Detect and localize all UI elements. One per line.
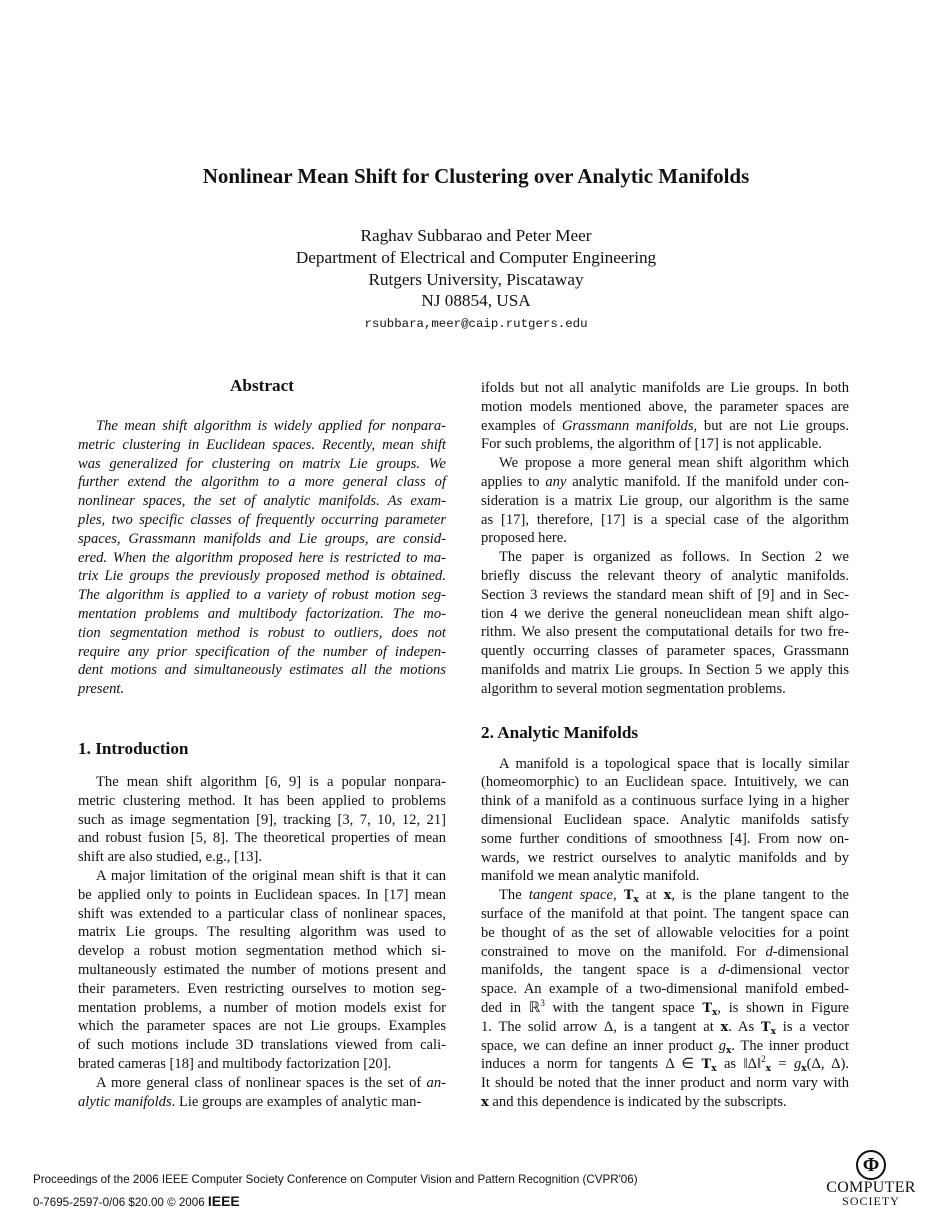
text-line bbox=[481, 961, 849, 980]
computer-society-logo bbox=[822, 1150, 920, 1207]
text-segment: . Lie groups are examples of analytic man- bbox=[171, 1093, 422, 1110]
text-line: briefly discuss the relevant theory of analytic manifolds. bbox=[481, 567, 849, 584]
text-line: quently occurring classes of parameter spaces, Grassmann bbox=[481, 643, 849, 660]
text-line: was generalized for clustering on matrix Lie groups. We bbox=[78, 455, 446, 472]
text-line: sideration is a matrix Lie group, our algorithm is the same bbox=[481, 492, 849, 509]
math-symbol: x bbox=[770, 1026, 776, 1037]
emphasis: tangent space bbox=[528, 887, 613, 904]
text-line: shift are also studied, e.g., [13]. bbox=[78, 849, 262, 866]
text-line: ered. When the algorithm proposed here is restricted to ma- bbox=[78, 549, 446, 566]
text-line: develop a robust motion segmentation method which si- bbox=[78, 943, 446, 960]
text-line: It should be noted that the inner product and norm vary with bbox=[481, 1075, 849, 1092]
text-line bbox=[78, 1074, 446, 1093]
paragraph bbox=[481, 379, 849, 454]
introduction-body bbox=[78, 773, 446, 1111]
text-line: of such motions include 3D translations viewed from cali- bbox=[78, 1037, 446, 1054]
text-line: algorithm to several motion segmentation problems. bbox=[481, 680, 786, 697]
text-line: metric clustering in Euclidean spaces. Recently, mean shift bbox=[78, 436, 446, 453]
text-segment: and this dependence is indicated by the subscripts. bbox=[488, 1093, 787, 1110]
text-segment: is a vector bbox=[775, 1018, 849, 1035]
text-line: The mean shift algorithm [6, 9] is a popular nonpara- bbox=[96, 773, 446, 790]
section2-heading: 2. Analytic Manifolds bbox=[481, 722, 639, 742]
emphasis: alytic manifolds bbox=[78, 1093, 172, 1110]
footer-isbn-text: 0-7695-2597-0/06 $20.00 © 2006 bbox=[33, 1196, 208, 1209]
abstract-body bbox=[78, 417, 446, 699]
math-symbol: x bbox=[712, 1007, 718, 1018]
text-line: shift was extended to a particular class of nonlinear spaces, bbox=[78, 905, 446, 922]
text-segment: . As bbox=[728, 1018, 761, 1035]
author-address: NJ 08854, USA bbox=[421, 291, 531, 310]
text-line: manifold we mean analytic manifold. bbox=[481, 868, 700, 885]
text-line bbox=[78, 1093, 446, 1112]
text-line: The algorithm is applied to a variety of robust motion seg- bbox=[78, 587, 446, 604]
emphasis: Grassmann manifolds bbox=[561, 417, 694, 434]
paragraph bbox=[78, 773, 446, 867]
text-line bbox=[481, 1093, 849, 1112]
text-line bbox=[481, 473, 849, 492]
logo-line2: SOCIETY bbox=[842, 1194, 900, 1208]
math-symbol: x bbox=[801, 1064, 807, 1075]
text-segment: applies to bbox=[481, 473, 546, 490]
text-line: present. bbox=[78, 681, 125, 698]
text-line: which the parameter spaces are not Lie groups. Examples bbox=[78, 1018, 446, 1035]
text-line: surface of the manifold at that point. The tangent space can bbox=[481, 905, 849, 922]
text-line: trix Lie groups the previously proposed method is obtained. bbox=[78, 568, 446, 585]
text-line: such as image segmentation [9], tracking [3, 7, 10, 12, 21] bbox=[78, 811, 446, 828]
text-segment: -dimensional vector bbox=[725, 962, 849, 979]
text-line: We propose a more general mean shift algorithm which bbox=[499, 455, 849, 472]
text-line: and robust fusion [5, 8]. The theoretical properties of mean bbox=[78, 830, 446, 847]
text-line: For such problems, the algorithm of [17] is not applicable. bbox=[481, 436, 822, 453]
text-line: tion segmentation method is robust to outliers, does not bbox=[78, 624, 446, 641]
math-symbol: x bbox=[720, 1019, 729, 1035]
text-line bbox=[481, 1018, 849, 1037]
math-symbol: T bbox=[623, 888, 634, 904]
text-segment: manifolds, the tangent space is a bbox=[481, 962, 719, 979]
author-email: rsubbara,meer@caip.rutgers.edu bbox=[364, 317, 588, 331]
text-line: (homeomorphic) to an Euclidean space. Intuitively, we can bbox=[481, 774, 849, 791]
text-line: be thought of as the set of allowable velocities for a point bbox=[481, 924, 849, 941]
text-line: The paper is organized as follows. In Section 2 we bbox=[499, 549, 849, 566]
text-line: space. An example of a two-dimensional manifold embed- bbox=[481, 981, 849, 998]
math-symbol: x bbox=[711, 1064, 717, 1075]
text-line: The mean shift algorithm is widely applied for nonpara- bbox=[96, 418, 446, 434]
math-symbol: 2 bbox=[761, 1054, 766, 1065]
text-segment: constrained to move on the manifold. For bbox=[481, 943, 766, 960]
paragraph bbox=[481, 755, 849, 887]
text-line: some further conditions of smoothness [4]. From now on- bbox=[481, 830, 849, 847]
text-line: their parameters. Even restricting ourselves to motion seg- bbox=[78, 980, 446, 997]
text-line: ifolds but not all analytic manifolds are Lie groups. In both bbox=[481, 380, 849, 396]
math-symbol: x bbox=[633, 895, 639, 906]
text-line: dimensional Euclidean space. Analytic manifolds satisfy bbox=[481, 811, 849, 828]
text-line: dent motions and simultaneously estimates all the motions bbox=[78, 662, 446, 679]
text-segment: 1. The solid arrow Δ, is a tangent at bbox=[481, 1018, 721, 1035]
math-symbol: x bbox=[765, 1064, 771, 1075]
text-line: manifolds and matrix Lie groups. In Section 5 we apply this bbox=[481, 661, 849, 678]
text-line: proposed here. bbox=[481, 530, 567, 547]
abstract-heading: Abstract bbox=[230, 376, 294, 395]
paragraph bbox=[481, 454, 849, 548]
emphasis: g bbox=[793, 1056, 802, 1073]
section2-body bbox=[481, 755, 849, 1112]
text-segment: A more general class of nonlinear spaces is the set of bbox=[96, 1074, 427, 1091]
text-segment: The bbox=[499, 887, 529, 904]
math-symbol: T bbox=[701, 1057, 712, 1073]
text-line: require any prior specification of the number of indepen- bbox=[78, 643, 446, 660]
emphasis: g bbox=[718, 1037, 727, 1054]
math-symbol: x bbox=[481, 1094, 489, 1110]
text-segment: = bbox=[770, 1056, 794, 1073]
text-segment: . The inner product bbox=[731, 1037, 849, 1054]
text-segment: , but are not Lie groups. bbox=[693, 417, 849, 434]
text-segment: examples of bbox=[481, 417, 562, 434]
math-symbol: x bbox=[726, 1045, 732, 1056]
text-line: mentation problems and multibody factorization. The mo- bbox=[78, 605, 446, 622]
text-line: spaces, Grassmann manifolds and Lie groups, are consid- bbox=[78, 530, 446, 547]
math-symbol: T bbox=[702, 1000, 712, 1016]
introduction-continued bbox=[481, 379, 849, 699]
text-segment: , bbox=[612, 887, 624, 904]
text-line bbox=[481, 886, 849, 905]
emphasis: d bbox=[765, 943, 773, 960]
text-line bbox=[481, 999, 849, 1018]
math-symbol: 3 bbox=[540, 997, 545, 1008]
text-line: motion models mentioned above, the parameter spaces are bbox=[481, 398, 849, 415]
text-segment: space, we can define an inner product bbox=[481, 1037, 719, 1054]
text-line: as [17], therefore, [17] is a special case of the algorithm bbox=[481, 511, 849, 528]
text-line bbox=[481, 417, 849, 436]
text-line: nonlinear spaces, the set of analytic manifolds. As exam- bbox=[78, 493, 446, 510]
text-line bbox=[481, 1055, 849, 1074]
emphasis: any bbox=[545, 473, 567, 490]
paragraph bbox=[78, 1074, 446, 1112]
text-segment: as ‖Δ‖ bbox=[716, 1056, 762, 1073]
footer-isbn bbox=[33, 1193, 240, 1209]
text-line: tion 4 we derive the general noneuclidean mean shift algo- bbox=[481, 605, 849, 622]
footer-proceedings: Proceedings of the 2006 IEEE Computer Society Conference on Computer Vision and Pattern Recognition (CVPR'06) bbox=[33, 1173, 638, 1186]
text-segment: , is the plane tangent to the bbox=[671, 887, 849, 904]
text-line: think of a manifold as a continuous surface lying in a higher bbox=[481, 793, 849, 810]
text-line: metric clustering method. It has been applied to problems bbox=[78, 792, 446, 809]
paragraph bbox=[78, 417, 446, 699]
text-line: mentation problems, a number of motion models exist for bbox=[78, 999, 446, 1016]
ieee-logo-text: IEEE bbox=[207, 1193, 240, 1209]
text-segment: with the tangent space bbox=[544, 999, 703, 1016]
text-line: matrix Lie groups. The resulting algorithm was used to bbox=[78, 924, 446, 941]
text-segment: ded in ℝ bbox=[481, 999, 541, 1016]
logo-line1: COMPUTER bbox=[826, 1179, 916, 1196]
left-column bbox=[78, 376, 446, 1111]
author-names: Raghav Subbarao and Peter Meer bbox=[360, 226, 592, 245]
text-line: multaneously estimated the number of motions present and bbox=[78, 961, 446, 978]
emphasis: d bbox=[718, 962, 726, 979]
text-line: A major limitation of the original mean shift is that it can bbox=[96, 867, 446, 884]
text-segment: (Δ, Δ). bbox=[806, 1056, 849, 1073]
text-line: be applied only to points in Euclidean spaces. In [17] mean bbox=[78, 886, 446, 903]
right-column bbox=[481, 379, 849, 1112]
text-line: Section 3 reviews the standard mean shift of [9] and in Sec- bbox=[481, 586, 849, 603]
math-symbol: x bbox=[663, 888, 672, 904]
text-line: rithm. We also present the computational details for two fre- bbox=[481, 624, 849, 641]
paragraph bbox=[481, 548, 849, 698]
text-segment: at bbox=[638, 887, 664, 904]
math-symbol: T bbox=[760, 1019, 771, 1035]
text-line: further extend the algorithm to a more general class of bbox=[78, 474, 446, 491]
paper-title: Nonlinear Mean Shift for Clustering over Analytic Manifolds bbox=[202, 164, 750, 188]
phi-icon: Φ bbox=[856, 1150, 886, 1180]
text-line bbox=[481, 943, 849, 962]
text-line: ples, two specific classes of frequently occurring parameter bbox=[78, 511, 446, 528]
text-line: brated cameras [18] and multibody factorization [20]. bbox=[78, 1055, 392, 1072]
paragraph bbox=[78, 867, 446, 1074]
text-line: A manifold is a topological space that is locally similar bbox=[499, 755, 849, 772]
paragraph bbox=[481, 886, 849, 1112]
author-department: Department of Electrical and Computer Engineering bbox=[295, 248, 657, 267]
text-segment: analytic manifold. If the manifold under con- bbox=[566, 473, 849, 490]
text-line: wards, we restrict ourselves to analytic manifolds and by bbox=[481, 849, 849, 866]
text-line bbox=[481, 1037, 849, 1056]
introduction-heading: 1. Introduction bbox=[78, 738, 189, 758]
author-university: Rutgers University, Piscataway bbox=[368, 270, 584, 289]
text-segment: induces a norm for tangents Δ ∈ bbox=[481, 1056, 702, 1073]
text-segment: , is shown in Figure bbox=[717, 999, 849, 1016]
text-segment: -dimensional bbox=[772, 943, 849, 960]
emphasis: an- bbox=[426, 1074, 446, 1091]
